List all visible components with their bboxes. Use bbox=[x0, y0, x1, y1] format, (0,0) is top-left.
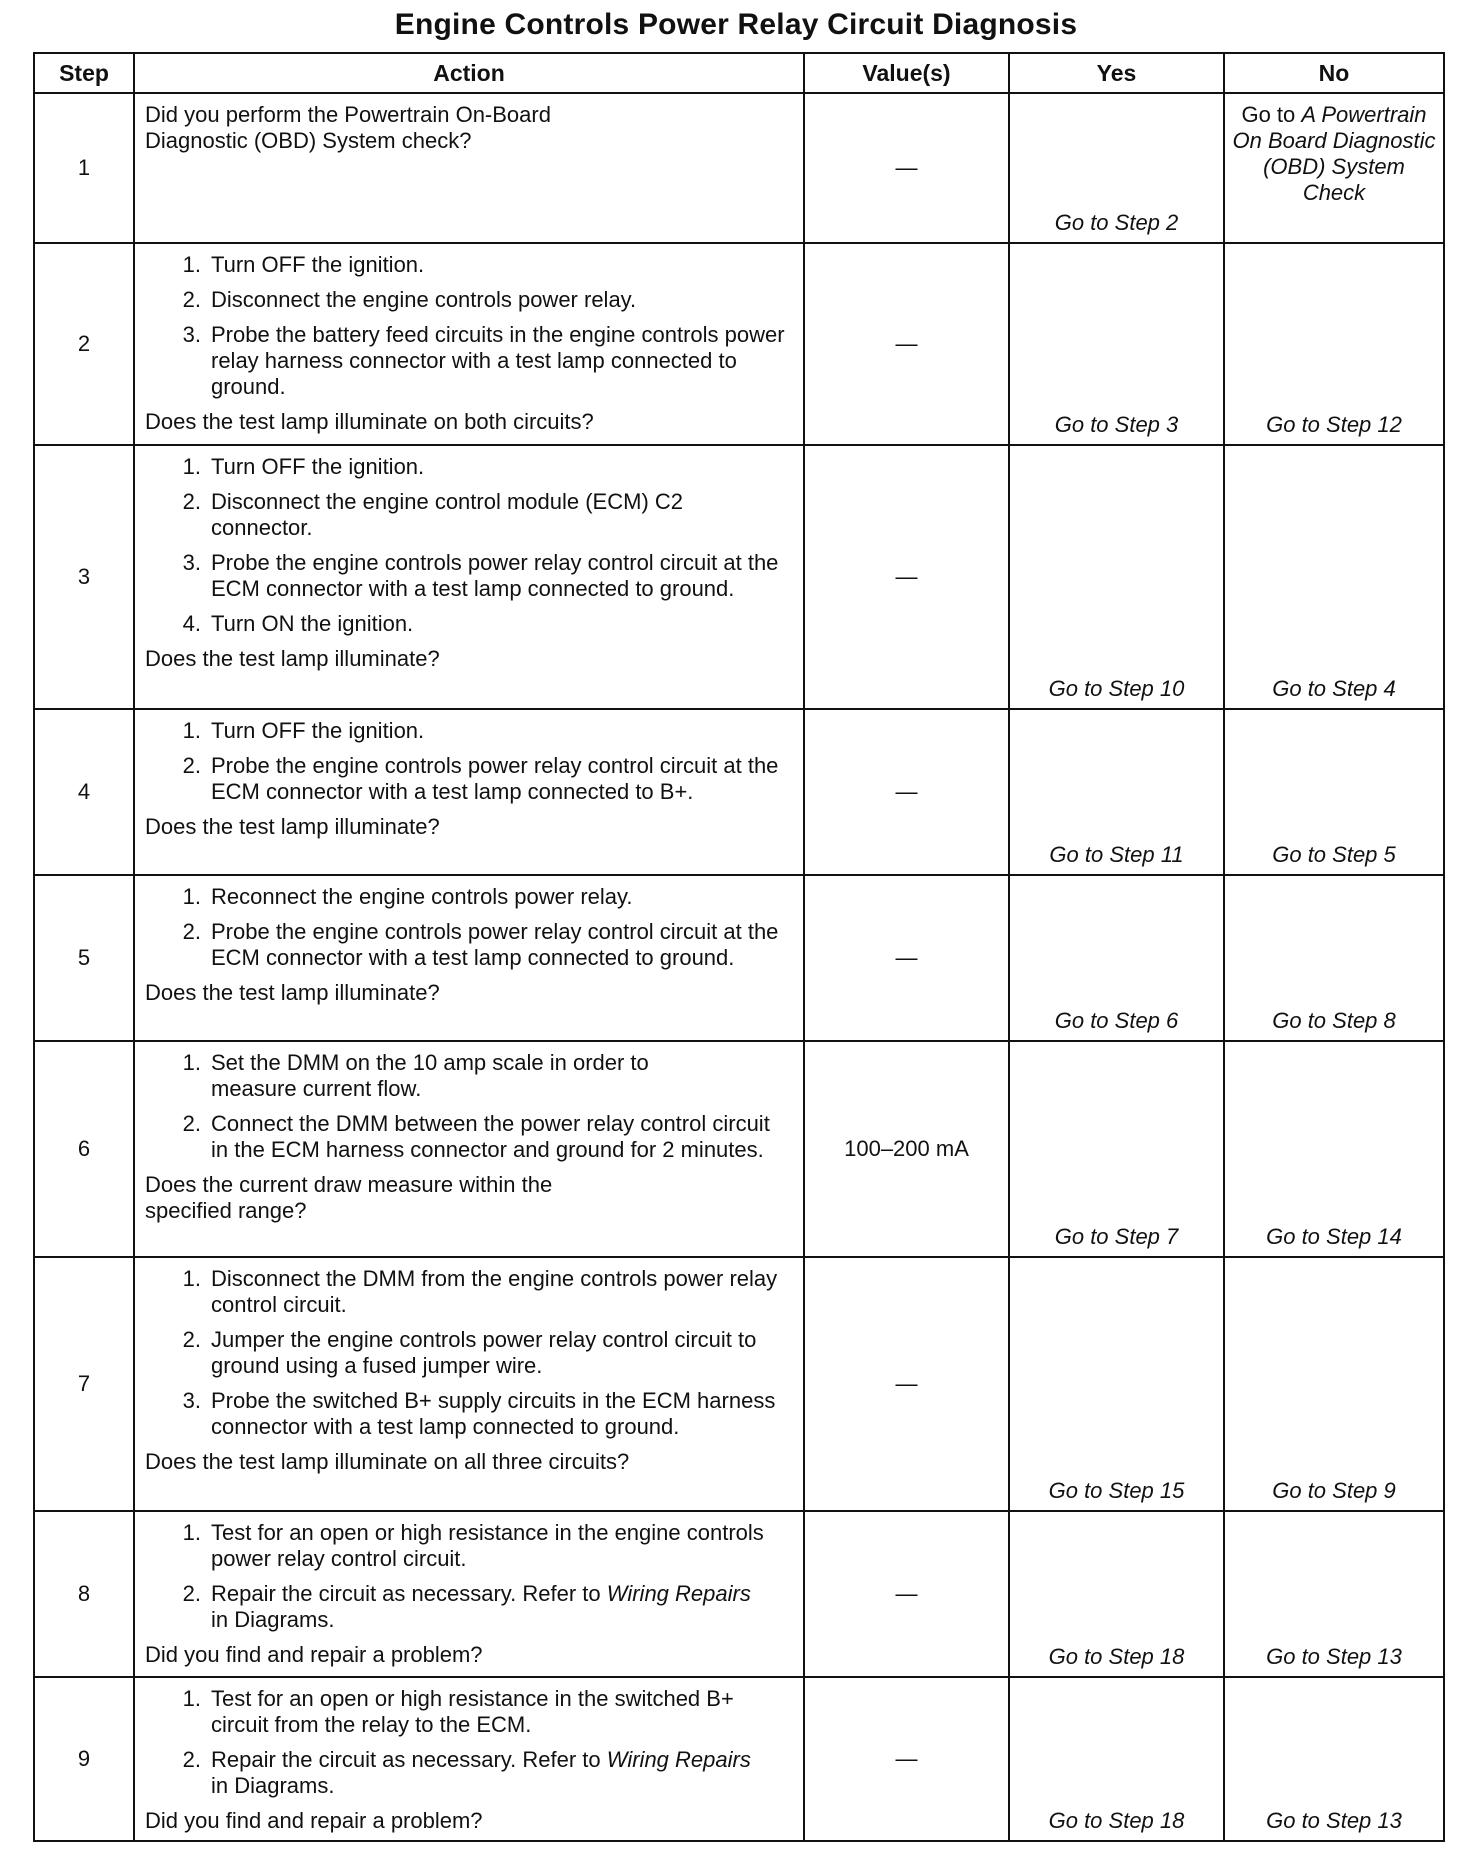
step-number: 9 bbox=[34, 1677, 134, 1841]
action-cell bbox=[134, 1677, 804, 1841]
action-list bbox=[145, 718, 793, 805]
yes-cell: Go to Step 11 bbox=[1009, 709, 1224, 875]
step-number: 2 bbox=[34, 243, 134, 445]
step-number: 4 bbox=[34, 709, 134, 875]
step-number: 5 bbox=[34, 875, 134, 1041]
page-title: Engine Controls Power Relay Circuit Diagnosis bbox=[394, 8, 1078, 41]
value-cell: — bbox=[804, 93, 1009, 243]
action-item: 2. Repair the circuit as necessary. Refer to Wiring Repairs in Diagrams. bbox=[182, 1581, 751, 1632]
action-cell bbox=[134, 93, 804, 243]
no-cell: Go to Step 12 bbox=[1224, 243, 1444, 445]
header-values: Value(s) bbox=[804, 53, 1009, 93]
action-cell bbox=[134, 1257, 804, 1511]
action-list bbox=[145, 1266, 793, 1440]
value-cell: — bbox=[804, 243, 1009, 445]
header-yes: Yes bbox=[1009, 53, 1224, 93]
action-item: 2. Connect the DMM between the power relay control circuit in the ECM harness connector and ground for 2 minutes. bbox=[182, 1111, 770, 1162]
action-item: 1. Disconnect the DMM from the engine controls power relay control circuit. bbox=[182, 1266, 778, 1317]
action-list bbox=[145, 884, 793, 971]
table-row-step-3 bbox=[34, 445, 1444, 709]
no-cell: Go to Step 4 bbox=[1224, 445, 1444, 709]
header-no: No bbox=[1224, 53, 1444, 93]
action-item: 1. Test for an open or high resistance in the engine controls power relay control circuit. bbox=[182, 1520, 764, 1571]
action-list bbox=[145, 1686, 793, 1799]
question-text: Does the test lamp illuminate on all three circuits? bbox=[145, 1449, 630, 1474]
action-item: 2. Disconnect the engine control module (ECM) C2 connector. bbox=[182, 489, 684, 540]
action-item: 2. Probe the engine controls power relay control circuit at the ECM connector with a test lamp connected to B+. bbox=[182, 753, 779, 804]
table-row-step-4 bbox=[34, 709, 1444, 875]
action-cell bbox=[134, 875, 804, 1041]
table-row-step-7 bbox=[34, 1257, 1444, 1511]
value-cell: — bbox=[804, 709, 1009, 875]
value-cell: — bbox=[804, 875, 1009, 1041]
yes-cell: Go to Step 6 bbox=[1009, 875, 1224, 1041]
diagnosis-table bbox=[33, 52, 1445, 1842]
yes-cell: Go to Step 7 bbox=[1009, 1041, 1224, 1257]
yes-cell: Go to Step 10 bbox=[1009, 445, 1224, 709]
table-row-step-1 bbox=[34, 93, 1444, 243]
no-cell: Go to Step 14 bbox=[1224, 1041, 1444, 1257]
question-text: Does the test lamp illuminate? bbox=[145, 646, 440, 671]
question-text: Does the test lamp illuminate on both circuits? bbox=[145, 409, 594, 434]
step-number: 7 bbox=[34, 1257, 134, 1511]
no-cell: Go to Step 8 bbox=[1224, 875, 1444, 1041]
action-item: 3. Probe the switched B+ supply circuits in the ECM harness connector with a test lamp connected to ground. bbox=[182, 1388, 776, 1439]
action-cell bbox=[134, 1511, 804, 1677]
table-row-step-9 bbox=[34, 1677, 1444, 1841]
yes-cell: Go to Step 2 bbox=[1009, 93, 1224, 243]
action-item: 1. Turn OFF the ignition. bbox=[182, 454, 425, 479]
header-row bbox=[34, 53, 1444, 93]
yes-cell: Go to Step 15 bbox=[1009, 1257, 1224, 1511]
table-row-step-2 bbox=[34, 243, 1444, 445]
value-cell: — bbox=[804, 1677, 1009, 1841]
action-cell bbox=[134, 1041, 804, 1257]
value-cell: — bbox=[804, 445, 1009, 709]
action-item: 4. Turn ON the ignition. bbox=[182, 611, 414, 636]
action-list bbox=[145, 454, 793, 637]
wiring-repairs-link[interactable]: Wiring Repairs bbox=[606, 1747, 751, 1772]
action-item: 2. Disconnect the engine controls power relay. bbox=[182, 287, 637, 312]
action-item: 3. Probe the battery feed circuits in the engine controls power relay harness connector with a test lamp connected to ground. bbox=[182, 322, 785, 399]
yes-cell: Go to Step 18 bbox=[1009, 1677, 1224, 1841]
step-number: 1 bbox=[34, 93, 134, 243]
action-cell bbox=[134, 709, 804, 875]
wiring-repairs-link[interactable]: Wiring Repairs bbox=[606, 1581, 751, 1606]
action-item: 1. Reconnect the engine controls power relay. bbox=[182, 884, 633, 909]
action-item: 1. Turn OFF the ignition. bbox=[182, 252, 425, 277]
value-cell: 100–200 mA bbox=[804, 1041, 1009, 1257]
action-cell bbox=[134, 445, 804, 709]
no-cell: Go to Step 13 bbox=[1224, 1511, 1444, 1677]
action-item: 2. Repair the circuit as necessary. Refer to Wiring Repairs in Diagrams. bbox=[182, 1747, 751, 1798]
value-cell: — bbox=[804, 1511, 1009, 1677]
question-text: Did you find and repair a problem? bbox=[145, 1642, 483, 1667]
value-cell: — bbox=[804, 1257, 1009, 1511]
step-number: 3 bbox=[34, 445, 134, 709]
header-step: Step bbox=[34, 53, 134, 93]
question-text: Did you perform the Powertrain On-Board Diagnostic (OBD) System check? bbox=[145, 102, 551, 153]
yes-cell: Go to Step 3 bbox=[1009, 243, 1224, 445]
no-text-prefix: Go to bbox=[1241, 102, 1302, 127]
no-cell: Go to Step 5 bbox=[1224, 709, 1444, 875]
step-number: 8 bbox=[34, 1511, 134, 1677]
question-text: Does the test lamp illuminate? bbox=[145, 980, 440, 1005]
action-item: 1. Turn OFF the ignition. bbox=[182, 718, 425, 743]
action-item: 2. Jumper the engine controls power relay control circuit to ground using a fused jumper wire. bbox=[182, 1327, 757, 1378]
question-text: Did you find and repair a problem? bbox=[145, 1808, 483, 1833]
no-cell bbox=[1224, 93, 1444, 243]
no-cell: Go to Step 9 bbox=[1224, 1257, 1444, 1511]
table-row-step-5 bbox=[34, 875, 1444, 1041]
action-item: 1. Test for an open or high resistance in the switched B+ circuit from the relay to the ECM. bbox=[182, 1686, 734, 1737]
question-text: Does the test lamp illuminate? bbox=[145, 814, 440, 839]
table-row-step-6 bbox=[34, 1041, 1444, 1257]
action-list bbox=[145, 252, 793, 400]
step-number: 6 bbox=[34, 1041, 134, 1257]
action-item: 1. Set the DMM on the 10 amp scale in order to measure current flow. bbox=[182, 1050, 649, 1101]
table-row-step-8 bbox=[34, 1511, 1444, 1677]
action-list bbox=[145, 1520, 793, 1633]
action-cell bbox=[134, 243, 804, 445]
no-cell: Go to Step 13 bbox=[1224, 1677, 1444, 1841]
obd-system-check-link: A Powertrain On Board Diagnostic (OBD) System Check bbox=[1232, 102, 1436, 205]
question-text: Does the current draw measure within the specified range? bbox=[145, 1172, 553, 1223]
yes-cell: Go to Step 18 bbox=[1009, 1511, 1224, 1677]
action-item: 3. Probe the engine controls power relay control circuit at the ECM connector with a test lamp connected to ground. bbox=[182, 550, 779, 601]
action-list bbox=[145, 1050, 793, 1163]
header-action: Action bbox=[134, 53, 804, 93]
action-item: 2. Probe the engine controls power relay control circuit at the ECM connector with a test lamp connected to ground. bbox=[182, 919, 779, 970]
